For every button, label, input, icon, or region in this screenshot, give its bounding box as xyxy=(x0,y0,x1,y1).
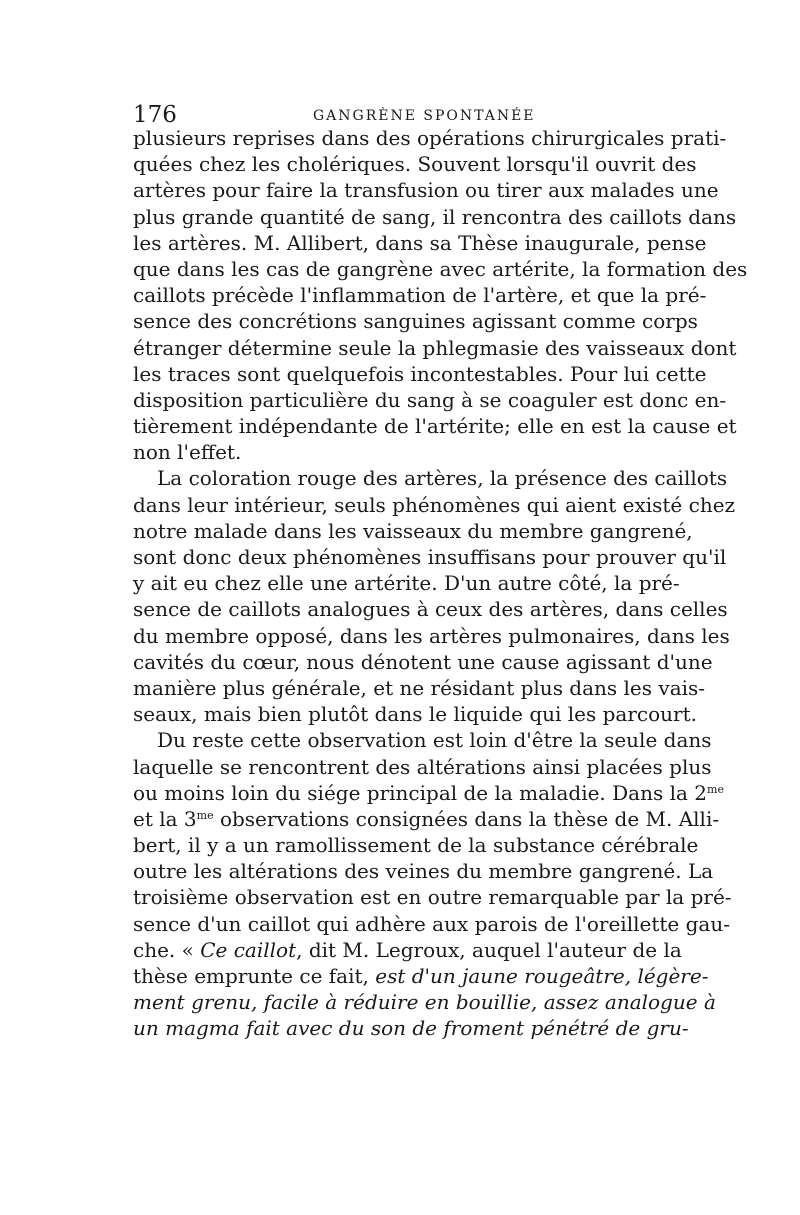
text-line: disposition particulière du sang à se coaguler est donc en- xyxy=(133,387,727,412)
text-fragment: thèse emprunte ce fait, xyxy=(133,964,376,988)
text-line: quées chez les cholériques. Souvent lorsqu'il ouvrit des xyxy=(133,152,697,177)
text-line: caillots précède l'inflammation de l'artère, et que la pré- xyxy=(133,283,707,308)
text-line: ment grenu, facile à réduire en bouillie, assez analogue à xyxy=(133,990,716,1015)
text-line: dans leur intérieur, seuls phénomènes qui aient existé chez xyxy=(133,492,736,517)
body-text xyxy=(133,125,748,1042)
text-line: La coloration rouge des artères, la présence des caillots xyxy=(157,466,728,491)
text-line: un magma fait avec du son de froment pénétré de gru- xyxy=(133,1016,689,1041)
italic-fragment: est d'un jaune rougeâtre, légère- xyxy=(375,964,709,988)
text-fragment: , dit M. Legroux, auquel l'auteur de la xyxy=(296,937,682,962)
text-line: notre malade dans les vaisseaux du membre gangrené, xyxy=(133,518,693,543)
text-line: sence des concrétions sanguines agissant comme corps xyxy=(133,309,698,334)
text-line: bert, il y a un ramollissement de la substance cérébrale xyxy=(133,833,699,858)
text-line: laquelle se rencontrent des altérations ainsi placées plus xyxy=(133,754,712,779)
italic-fragment: Ce caillot xyxy=(200,937,297,962)
text-line: outre les altérations des veines du membre gangrené. La xyxy=(133,859,714,884)
text-fragment: che. « xyxy=(133,937,201,962)
text-line: non l'effet. xyxy=(133,440,242,465)
text-fragment: observations consignées dans la thèse de M. Alli- xyxy=(213,806,720,831)
text-line: sont donc deux phénomènes insuffisans pour prouver qu'il xyxy=(133,545,727,569)
text-line: y ait eu chez elle une artérite. D'un autre côté, la pré- xyxy=(133,571,680,596)
text-line: du membre opposé, dans les artères pulmonaires, dans les xyxy=(133,623,730,648)
running-head: GANGRÈNE SPONTANÉE xyxy=(313,108,536,124)
superscript: me xyxy=(707,782,724,796)
text-line: sence de caillots analogues à ceux des artères, dans celles xyxy=(133,597,728,622)
text-line: artères pour faire la transfusion ou tirer aux malades une xyxy=(133,178,719,203)
text-line: cavités du cœur, nous dénotent une cause agissant d'une xyxy=(133,649,713,674)
text-line xyxy=(133,937,682,963)
page-number: 176 xyxy=(133,102,177,128)
text-line: seaux, mais bien plutôt dans le liquide qui les parcourt. xyxy=(133,702,697,727)
superscript: me xyxy=(196,808,214,822)
text-line: sence d'un caillot qui adhère aux parois de l'oreillette gau- xyxy=(133,911,730,936)
text-line: les artères. M. Allibert, dans sa Thèse inaugurale, pense xyxy=(133,230,707,255)
text-line: troisième observation est en outre remarquable par la pré- xyxy=(133,885,732,910)
text-fragment: ou moins loin du siége principal de la maladie. Dans la 2 xyxy=(133,780,708,805)
text-line: les traces sont quelquefois incontestables. Pour lui cette xyxy=(133,361,707,386)
text-line: étranger détermine seule la phlegmasie des vaisseaux dont xyxy=(133,335,737,360)
text-line: que dans les cas de gangrène avec artérite, la formation des xyxy=(133,256,748,281)
text-line xyxy=(133,963,709,989)
text-fragment: et la 3 xyxy=(133,806,197,831)
text-line: plusieurs reprises dans des opérations chirurgicales prati- xyxy=(133,126,727,150)
text-line: tièrement indépendante de l'artérite; elle en est la cause et xyxy=(133,414,737,439)
text-line: manière plus générale, et ne résidant plus dans les vais- xyxy=(133,675,706,700)
text-line: Du reste cette observation est loin d'être la seule dans xyxy=(157,728,712,753)
text-line: plus grande quantité de sang, il rencontra des caillots dans xyxy=(133,204,737,229)
text-line xyxy=(133,780,724,806)
text-line xyxy=(133,806,720,832)
